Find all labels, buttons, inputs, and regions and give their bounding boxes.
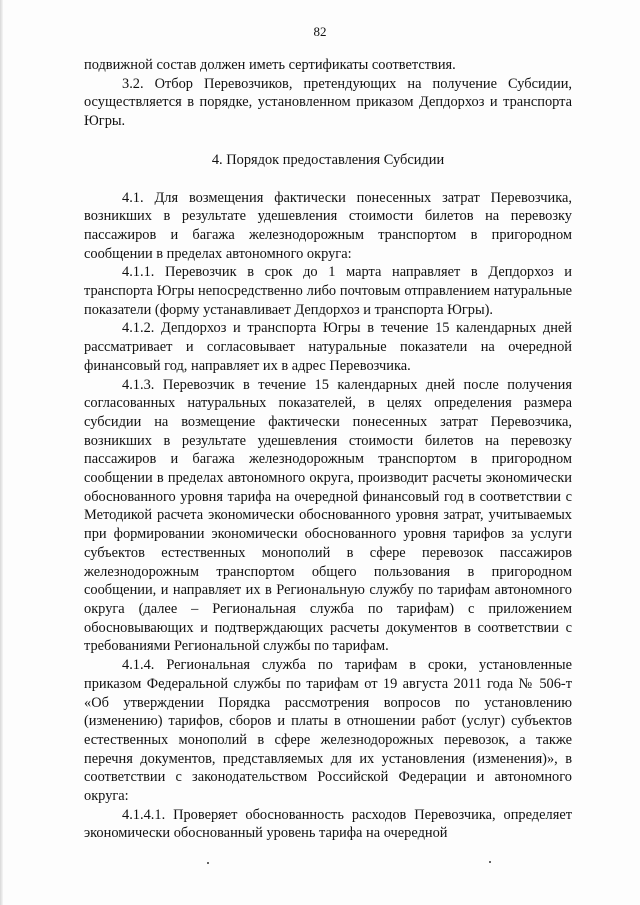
paragraph-4-1-2: 4.1.2. Депдорхоз и транспорта Югры в течение 15 календарных дней рассматривает и согласовывает натуральные показатели на очередной финансовый год, направляет их в адрес Перевозчика. [84, 320, 572, 374]
paragraph-4-1: 4.1. Для возмещения фактически понесенных затрат Перевозчика, возникших в результате удешевления стоимости билетов на перевозку пассажиров и багажа железнодорожным транспортом в пригородном сообщении в пределах автономного округа: [84, 189, 572, 262]
scan-speck [489, 861, 491, 863]
paragraph-4-1-1: 4.1.1. Перевозчик в срок до 1 марта направляет в Депдорхоз и транспорта Югры непосредственно либо почтовым отправлением натуральные показатели (форму устанавливает Депдорхоз и транспорта Югры). [84, 264, 572, 318]
section-heading-4: 4. Порядок предоставления Субсидии [211, 151, 445, 168]
paragraph-4-1-3: 4.1.3. Перевозчик в течение 15 календарных дней после получения согласованных натуральных показателей, в целях определения размера субсидии на возмещение фактически понесенных затрат Перевозчика, возникших в результате удешевления стоимости билетов на перевозку пассажиров и багажа железнодорожным транспортом в пригородном сообщении в пределах автономного округа, производит расчеты экономически обоснованного уровня тарифа на очередной финансовый год в соответствии с Методикой расчета экономически обоснованного уровня затрат, учитываемых при формировании экономически обоснованного уровня тарифов за услуги субъектов естественных монополий в сфере перевозок пассажиров железнодорожным транспортом общего пользования в пригородном сообщении, и направляет их в Региональную службу по тарифам автономного округа (далее – Региональная служба по тарифам) с приложением обосновывающих и подтверждающих расчеты документов в соответствии с требованиями Региональной службы по тарифам. [84, 376, 572, 655]
paragraph-4-1-4: 4.1.4. Региональная служба по тарифам в сроки, установленные приказом Федеральной службы по тарифам от 19 августа 2011 года № 506-т «Об утверждении Порядка рассмотрения вопросов по установлению (изменению) тарифов, сборов и платы в отношении работ (услуг) субъектов естественных монополий в сфере железнодорожных перевозок, а также перечня документов, представляемых для их установления (изменения)», в соответствии с законодательством Российской Федерации и автономного округа: [84, 657, 572, 805]
document-body [84, 56, 572, 843]
continuation-paragraph: подвижной состав должен иметь сертификаты соответствия. [84, 57, 456, 73]
paragraph-3-2: 3.2. Отбор Перевозчиков, претендующих на получение Субсидии, осуществляется в порядке, установленном приказом Депдорхоз и транспорта Югры. [84, 75, 572, 130]
scan-edge [0, 0, 3, 905]
scan-speck [207, 862, 209, 864]
page-number: 82 [313, 24, 327, 39]
paragraph-4-1-4-1: 4.1.4.1. Проверяет обоснованность расходов Перевозчика, определяет экономически обоснованный уровень тарифа на очередной [84, 806, 572, 842]
